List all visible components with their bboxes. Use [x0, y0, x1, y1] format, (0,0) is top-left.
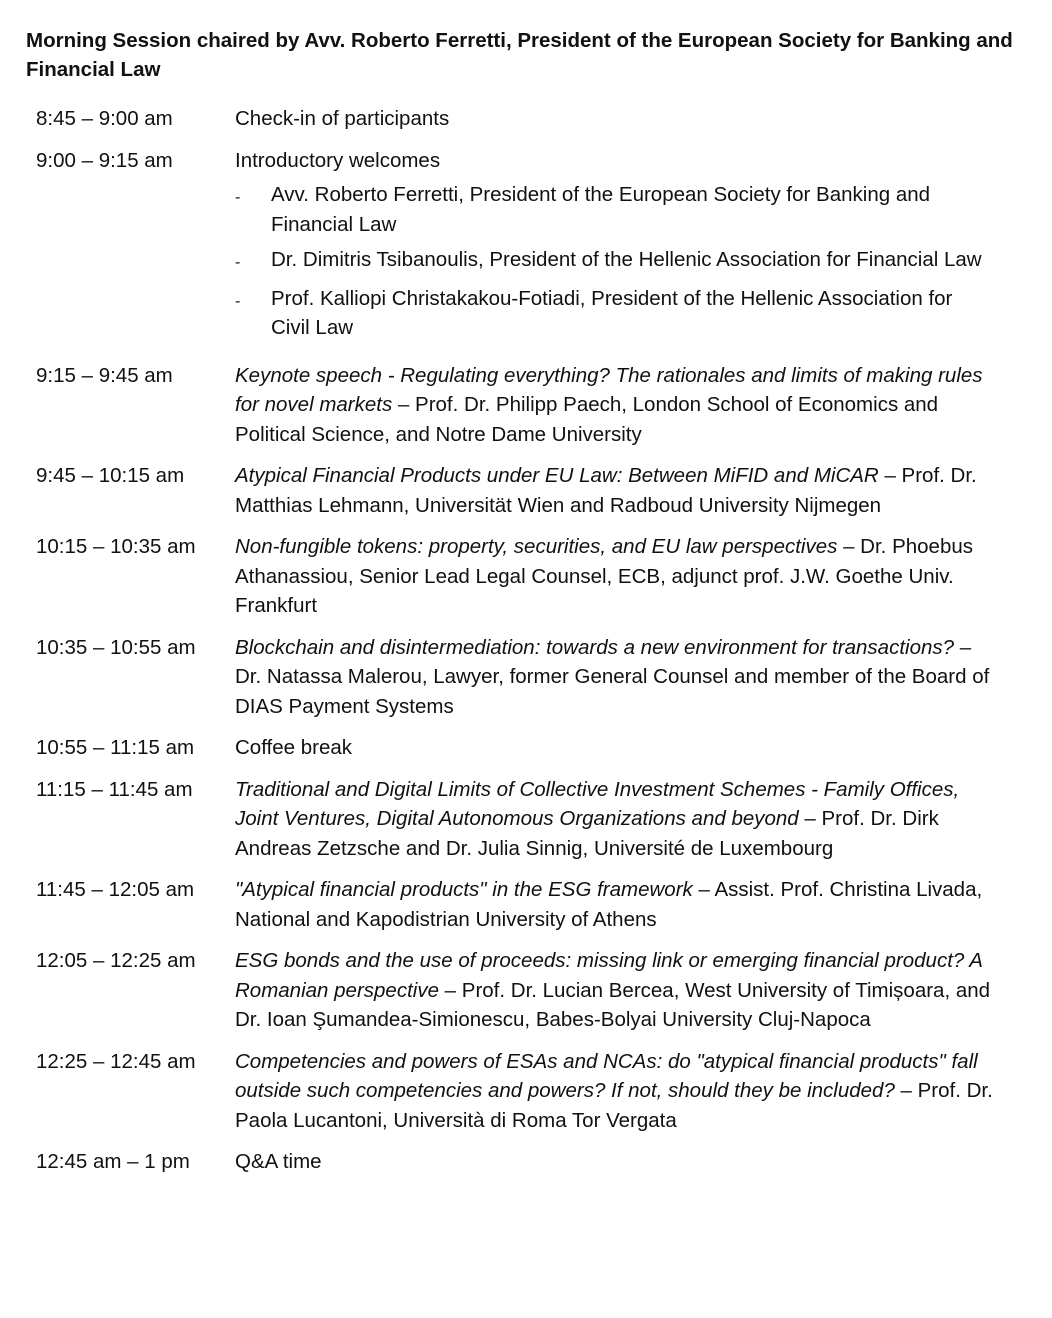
- agenda-row: [26, 532, 1022, 621]
- agenda-row: [26, 733, 1022, 763]
- agenda-item: [235, 1147, 995, 1177]
- agenda-item: [235, 775, 995, 864]
- agenda-item: [235, 733, 995, 763]
- time-slot: 10:15 – 10:35 am: [36, 535, 196, 558]
- speaker-info: – Dr. Natassa Malerou, Lawyer, former General Counsel and member of the Board of DIAS Payment Systems: [235, 635, 990, 718]
- speaker-info: – Prof. Dr. Philipp Paech, London School of Economics and Political Science, and Notre Dame University: [235, 393, 939, 446]
- welcome-speaker: Dr. Dimitris Tsibanoulis, President of the Hellenic Association for Financial Law: [271, 248, 982, 271]
- time-slot: 8:45 – 9:00 am: [36, 107, 173, 130]
- time-slot: 9:15 – 9:45 am: [36, 363, 173, 387]
- talk-title: Non-fungible tokens: property, securities, and EU law perspectives: [235, 535, 838, 558]
- time-slot: 11:45 – 12:05 am: [36, 878, 195, 901]
- agenda-item: [235, 461, 995, 520]
- time-slot: 9:45 – 10:15 am: [36, 464, 185, 487]
- talk-title: Blockchain and disintermediation: towards a new environment for transactions?: [235, 635, 955, 659]
- agenda-list: [26, 104, 1022, 1177]
- list-item: [235, 180, 995, 239]
- agenda-row: [26, 104, 1022, 134]
- agenda-item: [235, 361, 995, 450]
- talk-title: Atypical Financial Products under EU Law: Between MiFID and MiCAR: [235, 464, 879, 487]
- agenda-item: [235, 532, 995, 621]
- dash-bullet: -: [235, 189, 241, 206]
- speaker-info: – Prof. Dr. Matthias Lehmann, Universität Wien and Radboud University Nijmegen: [235, 464, 977, 517]
- speaker-info: – Prof. Dr. Paola Lucantoni, Università di Roma Tor Vergata: [235, 1079, 993, 1132]
- agenda-row: [26, 775, 1022, 864]
- talk-title: Traditional and Digital Limits of Collective Investment Schemes - Family Offices, Joint Ventures, Digital Autonomous Organizations and beyond: [235, 777, 960, 830]
- agenda-item: [235, 875, 995, 934]
- agenda-row: [26, 946, 1022, 1035]
- welcome-speaker: Prof. Kalliopi Christakakou-Fotiadi, President of the Hellenic Association for Civil Law: [271, 286, 953, 339]
- time-slot: 11:15 – 11:45 am: [36, 777, 193, 801]
- welcome-speakers-list: [235, 180, 995, 343]
- item-text: Introductory welcomes: [235, 148, 441, 172]
- agenda-row: [26, 1147, 1022, 1177]
- session-heading: Morning Session chaired by Avv. Roberto Ferretti, President of the European Society for Banking and Financial Law: [26, 29, 1013, 81]
- item-text: Coffee break: [235, 736, 353, 759]
- talk-title: Keynote speech - Regulating everything? The rationales and limits of making rules for novel markets: [235, 363, 983, 416]
- dash-bullet: -: [235, 292, 241, 310]
- dash-bullet: -: [235, 254, 241, 271]
- agenda-row: [26, 633, 1022, 722]
- speaker-info: – Prof. Dr. Dirk Andreas Zetzsche and Dr. Julia Sinnig, Université de Luxembourg: [235, 807, 939, 860]
- agenda-row: [26, 875, 1022, 934]
- speaker-info: – Prof. Dr. Lucian Bercea, West University of Timișoara, and Dr. Ioan Şumandea-Simionescu, Babes-Bolyai University Cluj-Napoca: [235, 978, 991, 1031]
- item-text: Q&A time: [235, 1150, 322, 1173]
- agenda-item: [235, 633, 995, 722]
- welcome-speaker: Avv. Roberto Ferretti, President of the European Society for Banking and Financial Law: [271, 183, 931, 236]
- time-slot: 10:55 – 11:15 am: [36, 736, 195, 759]
- list-item: [235, 245, 995, 278]
- agenda-row: [26, 361, 1022, 450]
- agenda-row: [26, 146, 1022, 349]
- item-text: Check-in of participants: [235, 107, 450, 130]
- list-item: [235, 284, 995, 343]
- time-slot: 12:45 am – 1 pm: [36, 1150, 190, 1173]
- agenda-row: [26, 461, 1022, 520]
- time-slot: 10:35 – 10:55 am: [36, 635, 196, 659]
- agenda-item: [235, 146, 995, 349]
- agenda-item: [235, 1047, 995, 1136]
- agenda-item: [235, 104, 995, 134]
- speaker-info: – Dr. Phoebus Athanassiou, Senior Lead Legal Counsel, ECB, adjunct prof. J.W. Goethe Univ. Frankfurt: [235, 535, 974, 617]
- time-slot: 12:25 – 12:45 am: [36, 1049, 196, 1073]
- talk-title: "Atypical financial products" in the ESG framework: [235, 878, 693, 901]
- time-slot: 12:05 – 12:25 am: [36, 949, 196, 972]
- agenda-item: [235, 946, 995, 1035]
- time-slot: 9:00 – 9:15 am: [36, 148, 173, 172]
- talk-title: Competencies and powers of ESAs and NCAs: do "atypical financial products" fall outside such competencies and powers? If not, should they be included?: [235, 1049, 978, 1102]
- talk-title: ESG bonds and the use of proceeds: missing link or emerging financial product? A Romanian perspective: [235, 949, 983, 1002]
- speaker-info: – Assist. Prof. Christina Livada, National and Kapodistrian University of Athens: [235, 878, 983, 931]
- agenda-row: [26, 1047, 1022, 1136]
